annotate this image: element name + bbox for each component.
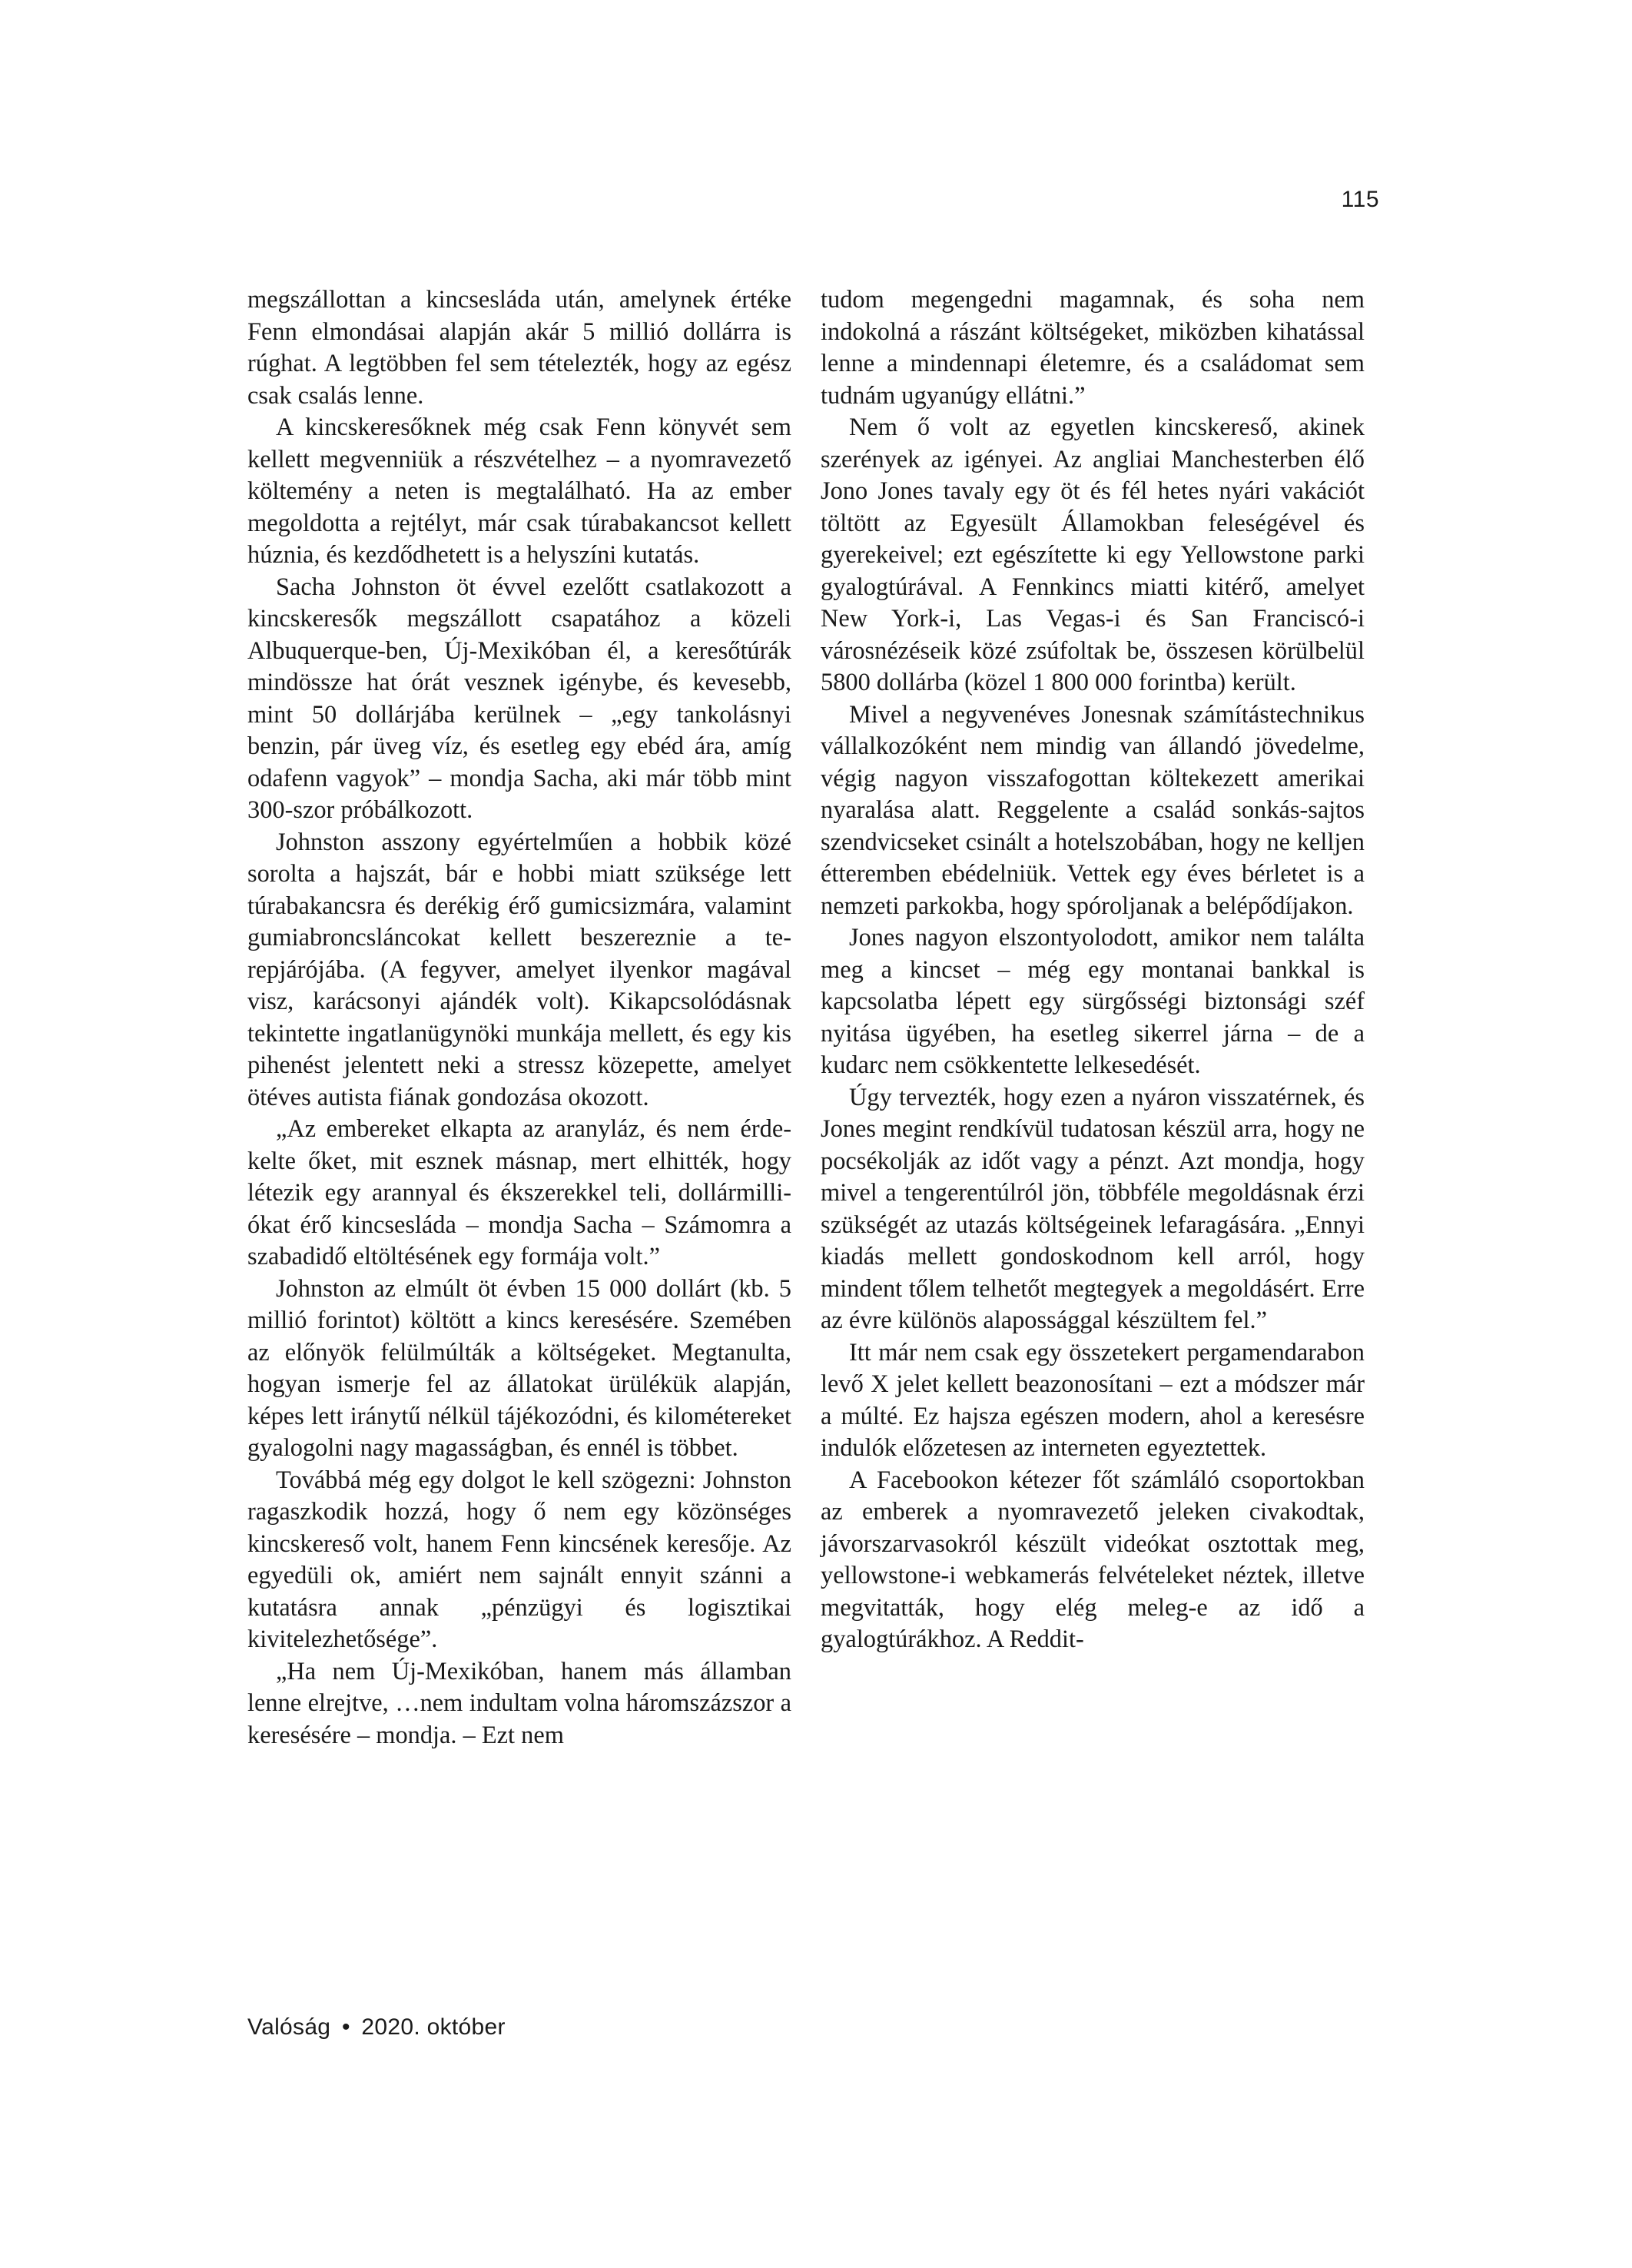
paragraph: „Az embereket elkapta az aranyláz, és nem érdekelte őket, mit esznek másnap, mert elhitték, hogy létezik egy arannyal és ékszerekkel teli, dollármilliókat érő kincsesláda – mondja Sacha – Számomra a szabadidő eltöltésének egy formája volt.” (247, 1115, 791, 1270)
paragraph: A kincskeresőknek még csak Fenn könyvét sem kellett megvenniük a részvételhez – a nyomravezető költemény a neten is megtalálható. Ha az ember megoldotta a rejtélyt, már csak túrabakancsot kellett húznia, és kezdődhetett is a helyszíni kutatás. (247, 413, 791, 569)
page-number: 115 (1341, 187, 1379, 212)
paragraph: Nem ő volt az egyetlen kincskereső, akinek szerények az igényei. Az angliai Manchesterben élő Jono Jones tavaly egy öt és fél hetes nyári vakációt töltött az Egyesült Államokban feleségével és gyerekeivel; ezt egészítette ki egy Yellowstone parki gyalogtúrával. A Fennkincs miatti kitérő, amelyet New York-i, Las Vegas-i és San Franciscó-i városnézéseik közé zsúfoltak be, összesen körülbelül 5800 dollárba (közel 1 800 000 forintba) került. (821, 413, 1365, 696)
paragraph: Johnston az elmúlt öt évben 15 000 dollárt (kb. 5 millió forintot) költött a kincs keresésére. Szemében az előnyök felülmúlták a költségeket. Megtanulta, hogyan ismerje fel az állatokat ürülékük alapján, képes lett iránytű nélkül tájékozódni, és kilométereket gyalogolni nagy magasságban, és ennél is többet. (247, 1274, 791, 1462)
right-text-column (821, 284, 1365, 1656)
paragraph: Itt már nem csak egy összetekert pergamendarabon levő X jelet kellett beazonosítani – ezt a módszer már a múlté. Ez hajsza egészen modern, ahol a keresésre indulók előzetesen az interneten egyeztettek. (821, 1338, 1365, 1462)
paragraph: tudom megengedni magamnak, és soha nem indokolná a rászánt költségeket, miközben kihatással lenne a mindennapi életemre, és a családomat sem tudnám ugyanúgy ellátni.” (821, 286, 1365, 410)
paragraph: Úgy tervezték, hogy ezen a nyáron visszatérnek, és Jones megint rendkívül tudatosan készül arra, hogy ne pocsékolják az időt vagy a pénzt. Azt mondja, hogy mivel a tengerentúlról jön, többféle megoldásnak érzi szükségét az utazás költségeinek lefaragására. „Ennyi kiadás mellett gondoskodnom kell arról, hogy mindent tőlem telhetőt megtegyek a megoldásért. Erre az évre különös alapossággal készültem fel.” (821, 1083, 1365, 1334)
paragraph: Sacha Johnston öt évvel ezelőtt csatlakozott a kincskeresők megszállott csapatához a közeli Albuquerque-ben, Új-Mexikóban él, a keresőtúrák mindössze hat órát vesznek igénybe, és kevesebb, mint 50 dollárjába kerülnek – „egy tankolásnyi benzin, pár üveg víz, és esetleg egy ebéd ára, amíg odafenn vagyok” – mondja Sacha, aki már több mint 300-szor próbálkozott. (247, 573, 791, 824)
publication-name: Valóság (247, 2014, 331, 2040)
paragraph: „Ha nem Új-Mexikóban, hanem más államban lenne elrejtve, …nem indultam volna háromszázszor a keresésére – mondja. – Ezt nem (247, 1657, 791, 1749)
left-text-column (247, 284, 791, 1752)
paragraph: Johnston asszony egyértelműen a hobbik közé sorolta a hajszát, bár e hobbi miatt szüksége lett túrabakancsra és derékig érő gumicsizmára, valamint gumiabroncsláncokat kellett beszereznie a terepjárójába. (A fegyver, amelyet ilyenkor magával visz, karácsonyi ajándék volt). Kikapcsolódásnak tekintette ingatlanügynöki munkája mellett, és egy kis pihenést jelentett neki a stressz közepette, amelyet ötéves autista fiának gondozása okozott. (247, 828, 791, 1111)
issue-date: 2020. október (361, 2014, 506, 2040)
paragraph: megszállottan a kincsesláda után, amelynek értéke Fenn elmondásai alapján akár 5 millió dollárra is rúghat. A legtöbben fel sem tételezték, hogy az egész csak csalás lenne. (247, 286, 791, 410)
paragraph: A Facebookon kétezer főt számláló csoportokban az emberek a nyomravezető jeleken civakodtak, jávorszarvasokról készült videókat osztottak meg, yellowstone-i webkamerás felvételeket néztek, illetve megvitatták, hogy elég meleg-e az idő a gyalogtúrákhoz. A Reddit- (821, 1466, 1365, 1653)
paragraph: Mivel a negyvenéves Jonesnak számítástechnikus vállalkozóként nem mindig van állandó jövedelme, végig nagyon visszafogottan költekezett amerikai nyaralása alatt. Reggelente a család sonkás-sajtos szendvicseket csinált a hotelszobában, hogy ne kelljen étteremben ebédelniük. Vettek egy éves bérletet is a nemzeti parkokba, hogy spóroljanak a belépődíjakon. (821, 700, 1365, 920)
paragraph: Továbbá még egy dolgot le kell szögezni: Johnston ragaszkodik hozzá, hogy ő nem egy közönséges kincskereső volt, hanem Fenn kincsének keresője. Az egyedüli ok, amiért nem sajnált ennyit szánni a kutatásra annak „pénzügyi és logisztikai kivitelezhetősége”. (247, 1466, 791, 1653)
footer-separator: • (341, 2014, 350, 2040)
page-footer (247, 2014, 506, 2041)
paragraph: Jones nagyon elszontyolodott, amikor nem találta meg a kincset – még egy montanai bankkal is kapcsolatba lépett egy sürgősségi biztonsági széf nyitása ügyében, ha esetleg sikerrel járna – de a kudarc nem csökkentette lelkesedését. (821, 924, 1365, 1079)
